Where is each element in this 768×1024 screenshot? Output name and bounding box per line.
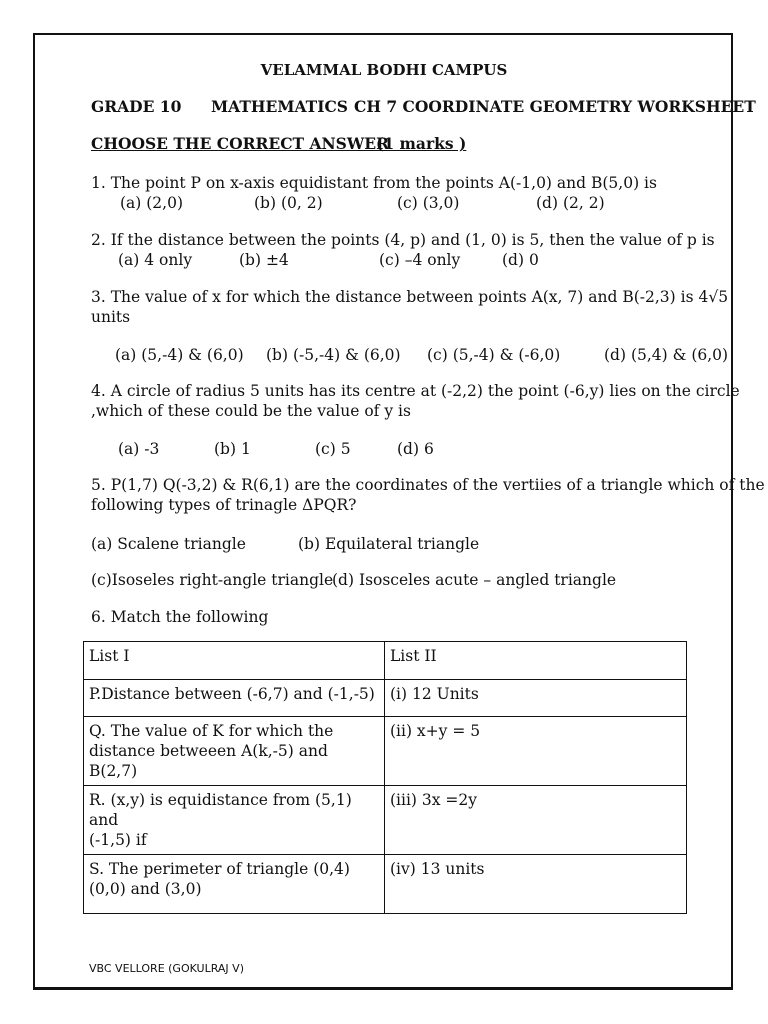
q4-option-c: (c) 5 xyxy=(315,440,351,458)
table-cell-list-2: (iv) 13 units xyxy=(385,855,687,914)
cell-text: P.Distance between (-6,7) and (-1,-5) xyxy=(89,685,375,703)
q4-option-a: (a) -3 xyxy=(118,440,160,458)
q5-option-c: (c)Isoseles right-angle triangle xyxy=(91,571,334,589)
footer-credit: VBC VELLORE (GOKULRAJ V) xyxy=(89,962,244,975)
cell-text: Q. The value of K for which the xyxy=(89,722,334,740)
q3-option-c: (c) (5,-4) & (-6,0) xyxy=(427,346,561,364)
q4-option-b: (b) 1 xyxy=(214,440,251,458)
q2-option-d: (d) 0 xyxy=(502,251,539,269)
q1-option-d: (d) (2, 2) xyxy=(536,194,605,212)
subject-label: MATHEMATICS xyxy=(211,97,348,116)
q3-option-a: (a) (5,-4) & (6,0) xyxy=(115,346,244,364)
table-row xyxy=(84,717,687,786)
q3-option-b: (b) (-5,-4) & (6,0) xyxy=(266,346,401,364)
table-cell-list-2: (iii) 3x =2y xyxy=(385,786,687,855)
section-title: CHOOSE THE CORRECT ANSWER xyxy=(91,134,389,153)
q1-option-b: (b) (0, 2) xyxy=(254,194,323,212)
q1-option-c: (c) (3,0) xyxy=(397,194,460,212)
q2-option-b: (b) ±4 xyxy=(239,251,289,269)
q4-option-d: (d) 6 xyxy=(397,440,434,458)
cell-text: R. (x,y) is equidistance from (5,1) and xyxy=(89,791,352,829)
table-header-list-1: List I xyxy=(84,642,385,680)
cell-text: S. The perimeter of triangle (0,4) xyxy=(89,860,350,878)
chapter-label: CH 7 COORDINATE GEOMETRY WORKSHEET xyxy=(354,97,756,116)
question-3-line-1: 3. The value of x for which the distance between points A(x, 7) and B(-2,3) is 4√5 xyxy=(91,288,729,306)
q2-option-c: (c) –4 only xyxy=(379,251,461,269)
table-cell-list-1 xyxy=(84,680,385,717)
question-5-line-1: 5. P(1,7) Q(-3,2) & R(6,1) are the coordinates of the vertiies of a triangle which of the xyxy=(91,476,765,494)
cell-text: distance betweeen A(k,-5) and B(2,7) xyxy=(89,742,328,780)
match-table xyxy=(83,641,687,914)
q2-option-a: (a) 4 only xyxy=(118,251,193,269)
school-title: VELAMMAL BODHI CAMPUS xyxy=(260,61,508,79)
grade-label: GRADE 10 xyxy=(91,97,182,116)
table-cell-list-1 xyxy=(84,717,385,786)
table-cell-list-1 xyxy=(84,855,385,914)
q1-option-a: (a) (2,0) xyxy=(120,194,184,212)
table-cell-list-2: (ii) x+y = 5 xyxy=(385,717,687,786)
table-cell-list-1 xyxy=(84,786,385,855)
table-row xyxy=(84,855,687,914)
q5-option-d: (d) Isosceles acute – angled triangle xyxy=(332,571,617,589)
question-6: 6. Match the following xyxy=(91,608,269,626)
section-marks: (1 marks ) xyxy=(376,134,467,153)
cell-text: (0,0) and (3,0) xyxy=(89,880,202,898)
table-header-row xyxy=(84,642,687,680)
table-cell-list-2: (i) 12 Units xyxy=(385,680,687,717)
question-4-line-2: ,which of these could be the value of y is xyxy=(91,402,411,420)
q5-option-b: (b) Equilateral triangle xyxy=(298,535,480,553)
cell-text: (-1,5) if xyxy=(89,831,147,849)
question-2: 2. If the distance between the points (4, p) and (1, 0) is 5, then the value of p is xyxy=(91,231,715,249)
question-3-line-2: units xyxy=(91,308,131,326)
table-row xyxy=(84,680,687,717)
q5-option-a: (a) Scalene triangle xyxy=(91,535,246,553)
question-1: 1. The point P on x-axis equidistant from the points A(-1,0) and B(5,0) is xyxy=(91,174,657,192)
table-row xyxy=(84,786,687,855)
question-5-line-2: following types of trinagle ΔPQR? xyxy=(91,496,357,514)
q3-option-d: (d) (5,4) & (6,0) xyxy=(604,346,729,364)
question-4-line-1: 4. A circle of radius 5 units has its centre at (-2,2) the point (-6,y) lies on the circle xyxy=(91,382,740,400)
table-header-list-2: List II xyxy=(385,642,687,680)
